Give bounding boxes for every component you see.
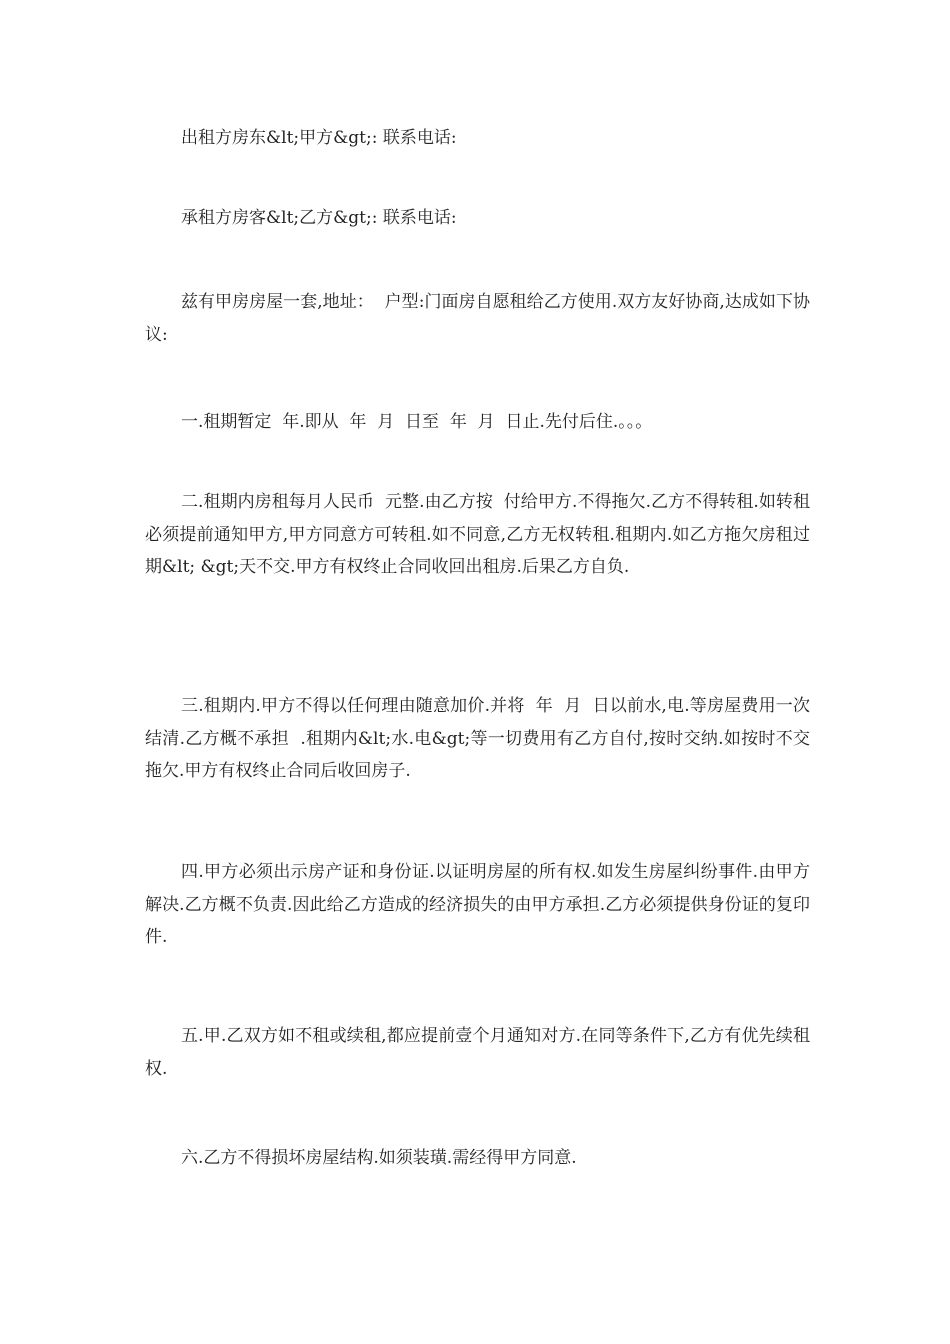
clause-4: 四.甲方必须出示房产证和身份证.以证明房屋的所有权.如发生房屋纠纷事件.由甲方解决.乙方概不负责.因此给乙方造成的经济损失的由甲方承担.乙方必须提供身份证的复印件. — [145, 862, 810, 947]
landlord-line: 出租方房东&lt;甲方&gt;: 联系电话: — [181, 128, 457, 148]
clause-5: 五.甲.乙双方如不租或续租,都应提前壹个月通知对方.在同等条件下,乙方有优先续租权. — [145, 1026, 810, 1079]
tenant-line: 承租方房客&lt;乙方&gt;: 联系电话: — [181, 208, 457, 228]
intro-paragraph: 兹有甲房房屋一套,地址： 户型:门面房自愿租给乙方使用.双方友好协商,达成如下协议: — [145, 292, 810, 345]
clause-3: 三.租期内.甲方不得以任何理由随意加价.并将 年 月 日以前水,电.等房屋费用一次结清.乙方概不承担 .租期内&lt;水.电&gt;等一切费用有乙方自付,按时交纳.如按时不交拖欠.甲方有权终止合同后收回房子. — [145, 696, 810, 781]
clause-1: 一.租期暂定 年.即从 年 月 日至 年 月 日止.先付后住.。。。 — [181, 412, 653, 432]
clause-2: 二.租期内房租每月人民币 元整.由乙方按 付给甲方.不得拖欠.乙方不得转租.如转租必须提前通知甲方,甲方同意方可转租.如不同意,乙方无权转租.租期内.如乙方拖欠房租过期&lt; &gt;天不交.甲方有权终止合同收回出租房.后果乙方自负. — [145, 492, 810, 577]
clause-6: 六.乙方不得损坏房屋结构.如须装璜.需经得甲方同意. — [181, 1148, 577, 1168]
